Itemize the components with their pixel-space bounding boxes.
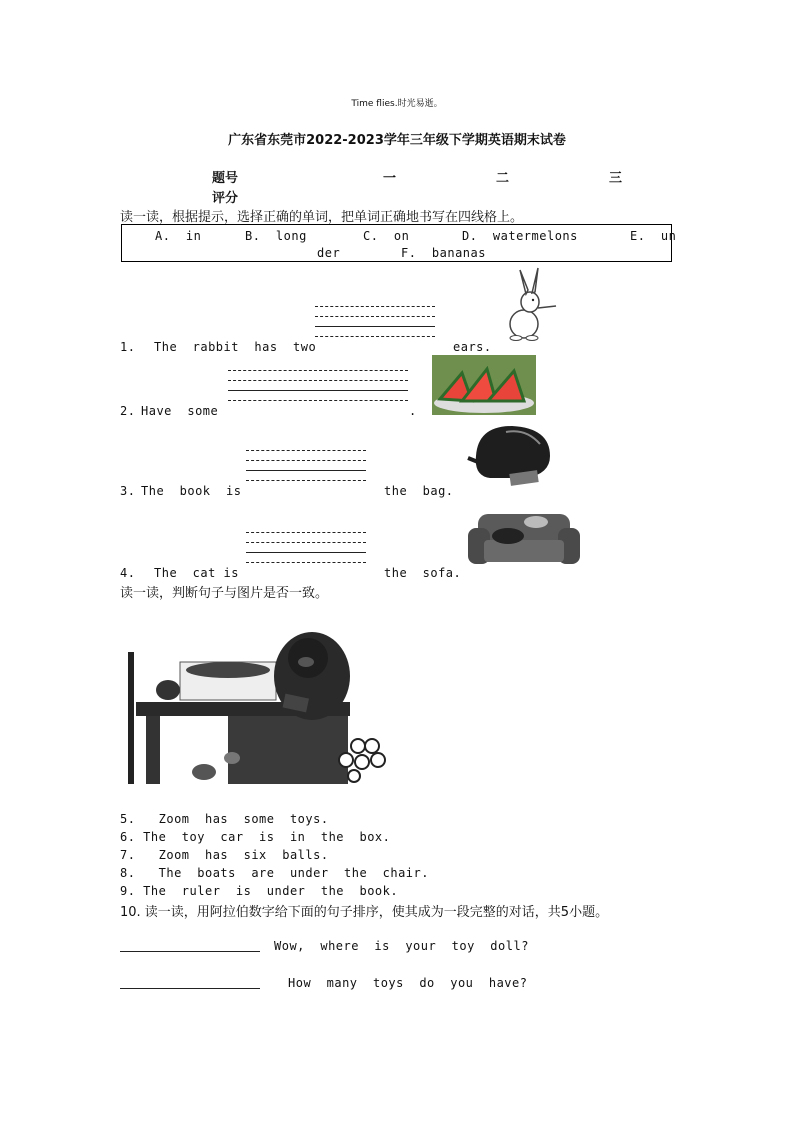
q4-text-before: The cat is	[154, 566, 239, 580]
q2-number: 2.	[120, 404, 136, 418]
q2-four-line-grid[interactable]	[228, 370, 408, 410]
q3-four-line-grid[interactable]	[246, 450, 366, 490]
q3-text-after: the bag.	[384, 484, 454, 498]
q3-text-before: The book is	[141, 484, 242, 498]
watermelon-icon	[432, 355, 536, 415]
dialog-line-1: Wow, where is your toy doll?	[274, 939, 529, 953]
header-motto: Time flies.时光易逝。	[351, 99, 443, 109]
sofa-icon	[466, 508, 582, 570]
option-a: A. in	[155, 229, 202, 243]
section1-instruction: 读一读，根据提示，选择正确的单词，把单词正确地书写在四线格上。	[120, 210, 524, 225]
q4-number: 4.	[120, 566, 136, 580]
section2-instruction: 读一读，判断句子与图片是否一致。	[120, 586, 329, 601]
answer-blank-2[interactable]	[120, 988, 260, 989]
q1-number: 1.	[120, 340, 136, 354]
options-box	[121, 224, 677, 262]
score-col-1: 一	[383, 171, 397, 186]
statement-8: 8. The boats are under the chair.	[120, 866, 429, 880]
q2-text-before: Have some	[141, 404, 219, 418]
q1-text-before: The rabbit has two	[154, 340, 317, 354]
option-f: F. bananas	[401, 246, 486, 260]
section3-instruction: 10. 读一读，用阿拉伯数字给下面的句子排序，使其成为一段完整的对话，共5小题。	[120, 905, 609, 920]
score-col-3: 三	[609, 171, 623, 186]
score-row-label: 题号	[212, 171, 239, 186]
option-d: D. watermelons	[462, 229, 578, 243]
q3-number: 3.	[120, 484, 136, 498]
rabbit-icon	[500, 266, 560, 342]
answer-blank-1[interactable]	[120, 951, 260, 952]
option-e: E. un	[630, 229, 677, 243]
option-e-cont: der	[317, 246, 341, 260]
score-col-2: 二	[496, 171, 510, 186]
q4-text-after: the sofa.	[384, 566, 462, 580]
q4-four-line-grid[interactable]	[246, 532, 366, 572]
statement-9: 9. The ruler is under the book.	[120, 884, 399, 898]
statement-6: 6. The toy car is in the box.	[120, 830, 391, 844]
q1-text-after: ears.	[453, 340, 492, 354]
backpack-icon	[466, 422, 556, 488]
q2-text-after: .	[409, 404, 417, 418]
page-title: 广东省东莞市2022-2023学年三年级下学期英语期末试卷	[228, 133, 566, 148]
statement-7: 7. Zoom has six balls.	[120, 848, 329, 862]
statement-5: 5. Zoom has some toys.	[120, 812, 329, 826]
score-row2-label: 评分	[212, 191, 239, 206]
room-scene-icon	[128, 632, 390, 784]
dialog-line-2: How many toys do you have?	[288, 976, 528, 990]
q1-four-line-grid[interactable]	[315, 306, 435, 346]
option-c: C. on	[363, 229, 410, 243]
option-b: B. long	[245, 229, 307, 243]
